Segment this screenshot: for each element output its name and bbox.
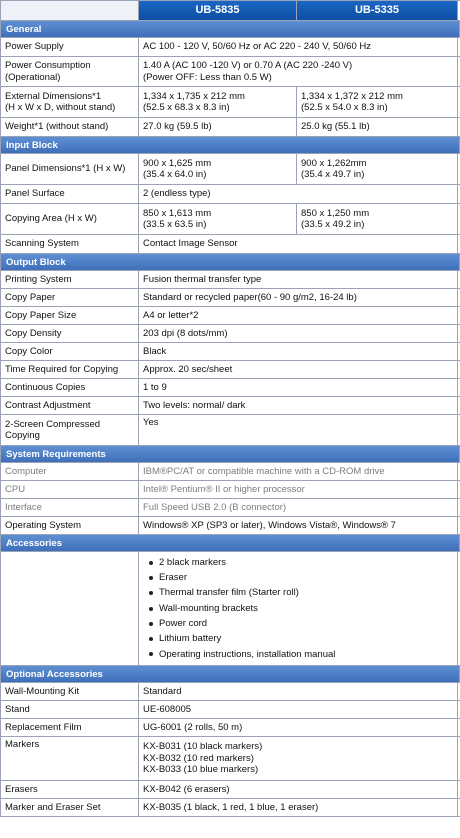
cpu-label: CPU [0,481,139,498]
row-markers [0,737,460,781]
bullet-icon [149,607,153,611]
power-consumption-label-line1: Power Consumption [5,60,91,71]
continuous-copies-label: Continuous Copies [0,379,139,396]
copy-color-label: Copy Color [0,343,139,360]
external-dimensions-ub5335-mm: 1,334 x 1,372 x 212 mm [301,90,403,102]
section-system-requirements: System Requirements [0,446,460,463]
external-dimensions-label-line2: (H x W x D, without stand) [5,102,116,113]
compressed-copying-value: Yes [139,415,458,445]
row-copy-density [0,325,460,343]
external-dimensions-ub5335 [297,87,458,117]
row-copy-paper [0,289,460,307]
row-marker-eraser-set [0,799,460,817]
row-erasers [0,781,460,799]
section-accessories: Accessories [0,535,460,552]
copying-area-label: Copying Area (H x W) [0,204,139,234]
marker-eraser-set-label: Marker and Eraser Set [0,799,139,816]
erasers-value: KX-B042 (6 erasers) [139,781,458,798]
external-dimensions-ub5835-mm: 1,334 x 1,735 x 212 mm [143,90,245,102]
power-consumption-value-line2: (Power OFF: Less than 0.5 W) [143,71,272,83]
markers-label: Markers [0,737,139,780]
panel-dimensions-ub5335 [297,154,458,184]
copying-area-ub5835-mm: 850 x 1,613 mm [143,207,212,219]
copy-paper-label: Copy Paper [0,289,139,306]
panel-surface-value: 2 (endless type) [139,185,458,203]
accessories-blank-cell [0,552,139,665]
row-panel-surface [0,185,460,204]
list-item: Power cord [149,616,457,631]
panel-dimensions-ub5835-mm: 900 x 1,625 mm [143,157,212,169]
row-copy-paper-size [0,307,460,325]
row-contrast-adjustment [0,397,460,415]
compressed-copying-label [0,415,139,445]
weight-ub5835: 27.0 kg (59.5 lb) [139,118,297,136]
row-replacement-film [0,719,460,737]
row-interface [0,499,460,517]
copying-area-ub5335 [297,204,458,234]
time-required-value: Approx. 20 sec/sheet [139,361,458,378]
contrast-adjustment-value: Two levels: normal/ dark [139,397,458,414]
copying-area-ub5335-mm: 850 x 1,250 mm [301,207,370,219]
external-dimensions-ub5835 [139,87,297,117]
bullet-icon [149,576,153,580]
copying-area-ub5835 [139,204,297,234]
compressed-copying-label-line1: 2-Screen Compressed [5,418,101,430]
bullet-icon [149,561,153,565]
row-continuous-copies [0,379,460,397]
list-item: Lithium battery [149,631,457,646]
replacement-film-value: UG-6001 (2 rolls, 50 m) [139,719,458,736]
row-panel-dimensions [0,154,460,185]
row-accessories [0,552,460,666]
wall-mounting-kit-label: Wall-Mounting Kit [0,683,139,700]
row-power-consumption [0,57,460,87]
row-copy-color [0,343,460,361]
external-dimensions-ub5835-in: (52.5 x 68.3 x 8.3 in) [143,102,230,113]
printing-system-label: Printing System [0,271,139,288]
wall-mounting-kit-value: Standard [139,683,458,700]
compressed-copying-label-line2: Copying [5,430,40,441]
panel-dimensions-ub5835 [139,154,297,184]
stand-value: UE-608005 [139,701,458,718]
markers-black: KX-B031 (10 black markers) [143,741,263,753]
row-weight [0,118,460,137]
section-optional-accessories: Optional Accessories [0,666,460,683]
external-dimensions-label-line1: External Dimensions*1 [5,90,102,102]
interface-value: Full Speed USB 2.0 (B connector) [139,499,458,516]
section-input-block: Input Block [0,137,460,154]
copy-paper-size-label: Copy Paper Size [0,307,139,324]
model-ub-5335-header: UB-5335 [297,1,458,20]
computer-value: IBM®PC/AT or compatible machine with a CD-ROM drive [139,463,458,480]
weight-ub5335: 25.0 kg (55.1 lb) [297,118,458,136]
row-stand [0,701,460,719]
model-ub-5835-header: UB-5835 [139,1,297,20]
row-external-dimensions [0,87,460,118]
copy-color-value: Black [139,343,458,360]
copy-density-value: 203 dpi (8 dots/mm) [139,325,458,342]
row-wall-mounting-kit [0,683,460,701]
power-supply-label: Power Supply [0,38,139,56]
power-consumption-value-line1: 1.40 A (AC 100 -120 V) or 0.70 A (AC 220 -240 V) [143,60,353,71]
bullet-icon [149,637,153,641]
row-power-supply [0,38,460,57]
printing-system-value: Fusion thermal transfer type [139,271,458,288]
panel-dimensions-ub5835-in: (35.4 x 64.0 in) [143,169,207,180]
erasers-label: Erasers [0,781,139,798]
panel-dimensions-ub5335-in: (35.4 x 49.7 in) [301,169,365,180]
row-compressed-copying [0,415,460,446]
operating-system-value: Windows® XP (SP3 or later), Windows Vista®, Windows® 7 [139,517,458,534]
computer-label: Computer [0,463,139,480]
row-printing-system [0,271,460,289]
panel-dimensions-ub5335-mm: 900 x 1,262mm [301,157,367,169]
markers-red: KX-B032 (10 red markers) [143,752,254,764]
section-output-block: Output Block [0,254,460,271]
copy-paper-size-value: A4 or letter*2 [139,307,458,324]
markers-blue: KX-B033 (10 blue markers) [143,764,259,776]
model-header-row [0,0,460,21]
row-operating-system [0,517,460,535]
row-scanning-system [0,235,460,254]
bullet-icon [149,591,153,595]
copy-paper-value: Standard or recycled paper(60 - 90 g/m2, 16-24 lb) [139,289,458,306]
external-dimensions-ub5335-in: (52.5 x 54.0 x 8.3 in) [301,102,388,113]
power-consumption-label [0,57,139,86]
copying-area-ub5335-in: (33.5 x 49.2 in) [301,219,365,230]
section-general: General [0,21,460,38]
bullet-icon [149,622,153,626]
copying-area-ub5835-in: (33.5 x 63.5 in) [143,219,207,230]
copy-density-label: Copy Density [0,325,139,342]
weight-label: Weight*1 (without stand) [0,118,139,136]
interface-label: Interface [0,499,139,516]
continuous-copies-value: 1 to 9 [139,379,458,396]
scanning-system-value: Contact Image Sensor [139,235,458,253]
stand-label: Stand [0,701,139,718]
contrast-adjustment-label: Contrast Adjustment [0,397,139,414]
list-item: Operating instructions, installation manual [149,647,457,662]
list-item: Eraser [149,570,457,585]
list-item: Wall-mounting brackets [149,601,457,616]
scanning-system-label: Scanning System [0,235,139,253]
row-time-required [0,361,460,379]
row-copying-area [0,204,460,235]
accessories-list [139,552,458,665]
list-item: 2 black markers [149,555,457,570]
power-consumption-value [139,57,458,86]
external-dimensions-label [0,87,139,117]
marker-eraser-set-value: KX-B035 (1 black, 1 red, 1 blue, 1 eraser) [139,799,458,816]
cpu-value: Intel® Pentium® II or higher processor [139,481,458,498]
time-required-label: Time Required for Copying [0,361,139,378]
operating-system-label: Operating System [0,517,139,534]
power-consumption-label-line2: (Operational) [5,71,61,83]
header-blank-cell [0,1,139,20]
markers-value [139,737,458,780]
panel-dimensions-label: Panel Dimensions*1 (H x W) [0,154,139,184]
panel-surface-label: Panel Surface [0,185,139,203]
row-computer [0,463,460,481]
list-item: Thermal transfer film (Starter roll) [149,586,457,601]
replacement-film-label: Replacement Film [0,719,139,736]
power-supply-value: AC 100 - 120 V, 50/60 Hz or AC 220 - 240 V, 50/60 Hz [139,38,458,56]
bullet-icon [149,652,153,656]
row-cpu [0,481,460,499]
